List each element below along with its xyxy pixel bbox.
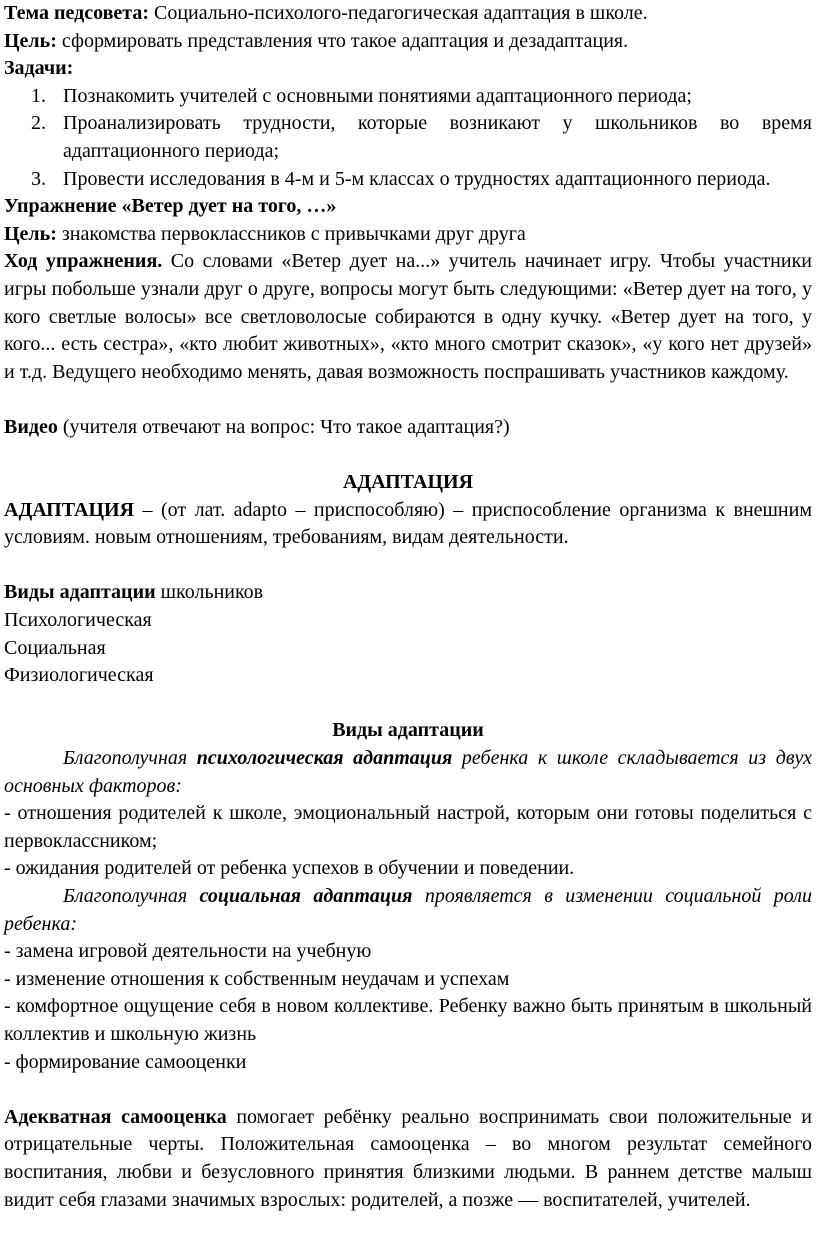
- task-number: 2.: [31, 112, 46, 135]
- task-text: Проанализировать трудности, которые возникают у школьников во время адаптационного периода;: [63, 112, 812, 162]
- exercise-title-text: Упражнение «Ветер дует на того, …»: [4, 195, 337, 218]
- spacer: [4, 552, 812, 580]
- video-label: Видео: [4, 415, 58, 438]
- spacer: [4, 442, 812, 470]
- exercise-goal-text: знакомства первоклассников с привычками друг друга: [56, 222, 526, 245]
- exercise-title: [4, 193, 812, 221]
- types-title: [4, 579, 812, 607]
- psych-bold: психологическая адаптация: [196, 747, 453, 770]
- adaptation-definition: [4, 497, 812, 552]
- social-item: - замена игровой деятельности на учебную: [4, 940, 372, 963]
- goal-label: Цель:: [4, 29, 57, 52]
- types-item: Физиологическая: [4, 664, 154, 687]
- exercise-course: [4, 248, 812, 386]
- social-post: проявляется в изменении социальной роли ребенка:: [4, 885, 812, 935]
- types-title-bold: Виды адаптации: [4, 581, 156, 604]
- types-item: Социальная: [4, 636, 106, 659]
- types-section-heading-text: Виды адаптации: [332, 719, 484, 742]
- psych-adaptation-intro: [4, 745, 812, 800]
- exercise-goal-label: Цель:: [4, 222, 57, 245]
- self-esteem-label: Адекватная самооценка: [4, 1105, 227, 1128]
- social-adaptation-intro: [4, 883, 812, 938]
- psych-item: - ожидания родителей от ребенка успехов в обучении и поведении.: [4, 857, 575, 880]
- task-item: [31, 166, 812, 194]
- spacer: [4, 1076, 812, 1104]
- tasks-label: Задачи:: [4, 57, 74, 80]
- self-esteem-text: помогает ребёнку реально воспринимать свои положительные и отрицательные черты. Положительная самооценка – во многом результат семейного воспитания, любви и безусловного принятия близкими людьми. В раннем детстве малыш видит себя глазами значимых взрослых: родителей, а позже — воспитателей, учителей.: [4, 1105, 812, 1211]
- exercise-course-text: Со словами «Ветер дует на...» учитель начинает игру. Чтобы участники игры побольше узнали друг о друге, вопросы могут быть следующими: «Ветер дует на того, у кого светлые волосы» все светловолосые собираются в одну кучку. «Ветер дует на того, у кого... есть сестра», «кто любит животных», «кто много смотрит сказок», «у кого нет друзей» и т.д. Ведущего необходимо менять, давая возможность поспрашивать участников каждому.: [4, 250, 812, 383]
- social-bold: социальная адаптация: [199, 885, 413, 907]
- adaptation-term: АДАПТАЦИЯ: [4, 498, 135, 521]
- types-item: Психологическая: [4, 609, 152, 632]
- social-item: - формирование самооценки: [4, 1050, 247, 1073]
- topic-label: Тема педсовета:: [4, 2, 149, 24]
- goal-text: сформировать представления что такое адаптация и дезадаптация.: [56, 29, 629, 52]
- video-text: (учителя отвечают на вопрос: Что такое адаптация?): [57, 415, 510, 438]
- social-item: - комфортное ощущение себя в новом коллективе. Ребенку важно быть принятым в школьный коллектив и школьную жизнь: [4, 995, 812, 1045]
- psych-item: - отношения родителей к школе, эмоциональный настрой, которым они готовы поделиться с первоклассником;: [4, 802, 812, 852]
- task-number: 1.: [31, 84, 46, 107]
- adaptation-heading: [4, 469, 812, 497]
- goal-line: [4, 28, 812, 56]
- video-line: [4, 414, 812, 442]
- spacer: [4, 690, 812, 718]
- types-title-rest: школьников: [155, 581, 264, 604]
- topic-line: [4, 0, 812, 28]
- psych-pre: Благополучная: [63, 747, 197, 770]
- task-item: [31, 110, 812, 165]
- exercise-course-label: Ход упражнения.: [4, 250, 163, 273]
- task-text: Познакомить учителей с основными понятиями адаптационного периода;: [63, 84, 692, 107]
- social-item: - изменение отношения к собственным неудачам и успехам: [4, 967, 510, 990]
- adaptation-heading-text: АДАПТАЦИЯ: [342, 471, 474, 494]
- spacer: [4, 386, 812, 414]
- psych-post: ребенка к школе складывается из двух основных факторов:: [4, 747, 812, 797]
- topic-text: Социально-психолого-педагогическая адаптация в школе.: [148, 2, 648, 24]
- self-esteem-paragraph: [4, 1104, 812, 1214]
- task-number: 3.: [31, 167, 46, 190]
- adaptation-definition-text: – (от лат. adapto – приспособляю) – приспособление организма к внешним условиям. новым отношениям, требованиям, видам деятельности.: [4, 498, 812, 549]
- social-pre: Благополучная: [63, 885, 200, 907]
- task-item: [31, 83, 812, 111]
- tasks-list: [4, 83, 812, 193]
- tasks-heading: [4, 55, 812, 83]
- task-text: Провести исследования в 4-м и 5-м классах о трудностях адаптационного периода.: [63, 167, 771, 190]
- types-section-heading: [4, 717, 812, 745]
- exercise-goal: [4, 221, 812, 249]
